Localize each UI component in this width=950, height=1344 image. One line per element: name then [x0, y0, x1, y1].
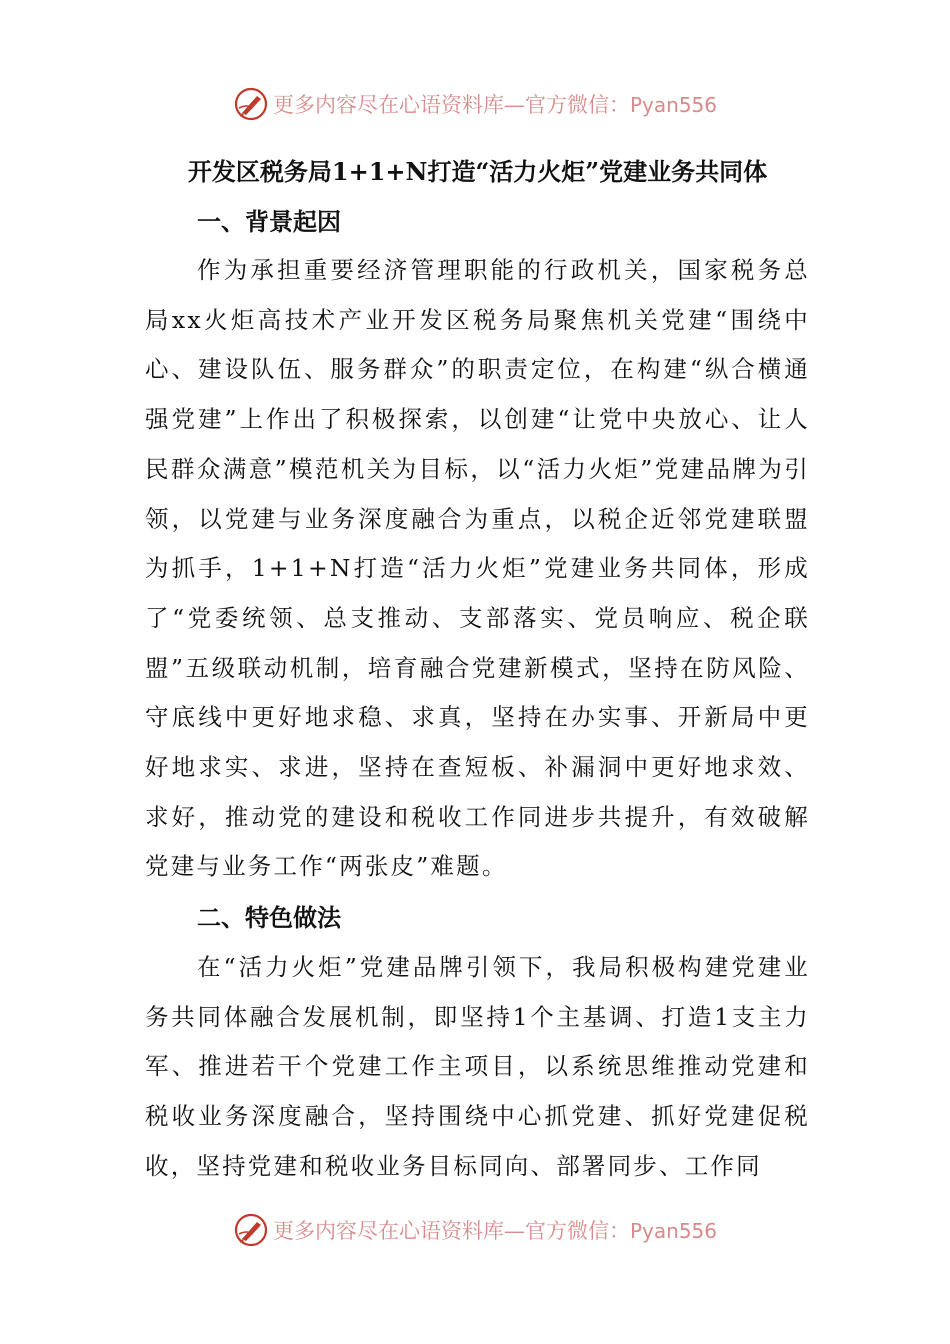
banner-text: 更多内容尽在心语资料库—官方微信：: [272, 1219, 630, 1243]
section-paragraph-background: 作为承担重要经济管理职能的行政机关，国家税务总局xx火炬高技术产业开发区税务局聚焦机关党建“围绕中心、建设队伍、服务群众”的职责定位，在构建“纵合横通强党建”上作出了积极探索，以创建“让党中央放心、让人民群众满意”模范机关为目标，以“活力火炬”党建品牌为引领，以党建与业务深度融合为重点，以税企近邻党建联盟为抓手，1+1+N打造“活力火炬”党建业务共同体，形成了“党委统领、总支推动、支部落实、党员响应、税企联盟”五级联动机制，培育融合党建新模式，坚持在防风险、守底线中更好地求稳、求真，坚持在办实事、开新局中更好地求实、求进，坚持在查短板、补漏洞中更好地求效、求好，推动党的建设和税收工作同进步共提升，有效破解党建与业务工作“两张皮”难题。: [145, 256, 810, 881]
document-title: 开发区税务局1+1+N打造“活力火炬”党建业务共同体: [187, 157, 768, 186]
footer-watermark-banner: [0, 1208, 950, 1252]
header-watermark-banner: [0, 82, 950, 126]
banner-text: 更多内容尽在心语资料库—官方微信：: [272, 93, 630, 117]
pen-logo-icon: [233, 1212, 269, 1248]
section-heading-background: 一、背景起因: [197, 207, 341, 236]
section-paragraph-practices: 在“活力火炬”党建品牌引领下，我局积极构建党建业务共同体融合发展机制，即坚持1个主基调、打造1支主力军、推进若干个党建工作主项目，以系统思维推动党建和税收业务深度融合，坚持围绕中心抓党建、抓好党建促税收，坚持党建和税收业务目标同向、部署同步、工作同: [145, 953, 810, 1180]
pen-logo-icon: [233, 86, 269, 122]
banner-wechat-id: Pyan556: [629, 1219, 717, 1243]
banner-wechat-id: Pyan556: [629, 93, 717, 117]
section-heading-practices: 二、特色做法: [197, 903, 341, 932]
